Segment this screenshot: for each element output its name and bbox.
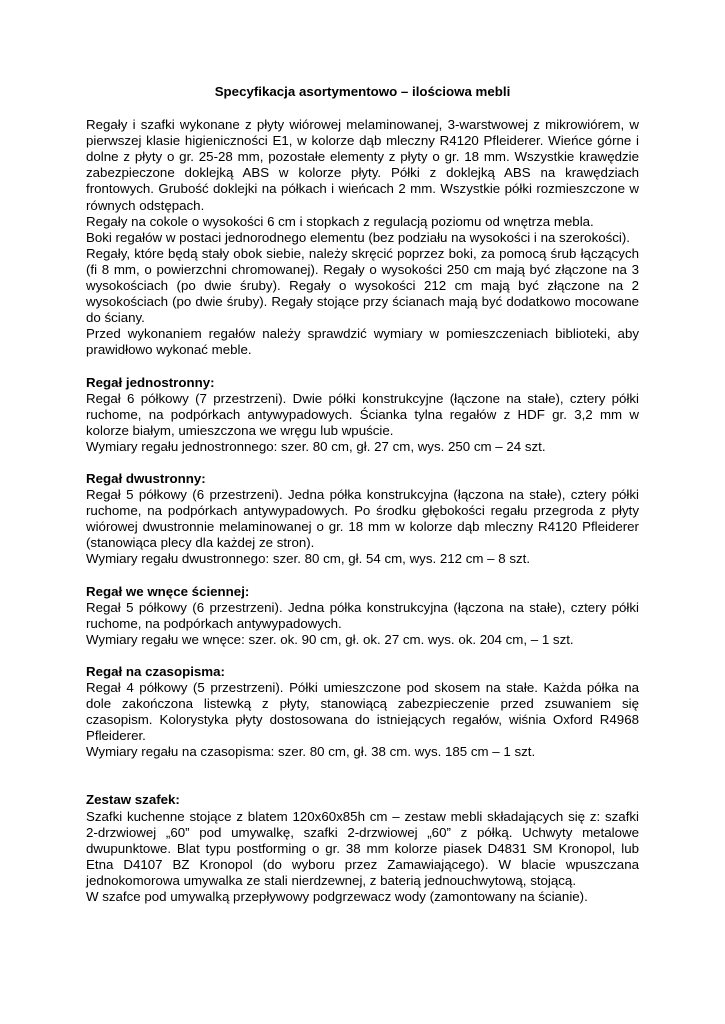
- intro-paragraph: Przed wykonaniem regałów należy sprawdzić wymiary w pomieszczeniach biblioteki, aby prawidłowo wykonać meble.: [86, 326, 639, 358]
- section-regal-dwustronny: [86, 471, 639, 568]
- section-heading: Zestaw szafek:: [86, 792, 180, 808]
- document-page: [86, 84, 639, 921]
- section-regal-jednostronny: [86, 375, 639, 455]
- section-dimensions: Wymiary regału dwustronnego: szer. 80 cm, gł. 54 cm, wys. 212 cm – 8 szt.: [86, 551, 531, 567]
- section-heading: Regał na czasopisma:: [86, 663, 225, 679]
- section-regal-wnece: [86, 584, 639, 648]
- section-text: Regał 5 półkowy (6 przestrzeni). Jedna półka konstrukcyjna (łączona na stałe), cztery półki ruchome, na podpórkach antywypadowych.: [86, 599, 639, 631]
- intro-paragraph: Regały na cokole o wysokości 6 cm i stopkach z regulacją poziomu od wnętrza mebla.: [86, 213, 594, 229]
- section-zestaw-szafek: [86, 792, 639, 905]
- intro-block: [86, 117, 639, 358]
- intro-paragraph: Regały i szafki wykonane z płyty wiórowej melaminowanej, 3-warstwowej z mikrowiórem, w pierwszej klasie higieniczności E1, w kolorze dąb mleczny R4120 Pfleiderer. Wieńce górne i dolne z płyty o gr. 25-28 mm, pozostałe elementy z płyty o gr. 18 mm. Wszystkie krawędzie zabezpieczone doklejką ABS w kolorze płyty. Półki z doklejką ABS na krawędziach frontowych. Grubość doklejki na półkach i wieńcach 2 mm. Wszystkie półki rozmieszczone w równych odstępach.: [86, 117, 639, 213]
- section-heading: Regał jednostronny:: [86, 374, 215, 390]
- section-dimensions: Wymiary regału we wnęce: szer. ok. 90 cm, gł. ok. 27 cm. wys. ok. 204 cm, – 1 szt.: [86, 631, 574, 647]
- section-text: Regał 6 półkowy (7 przestrzeni). Dwie półki konstrukcyjne (łączone na stałe), cztery półki ruchome, na podpórkach antywypadowych. Ścianka tylna regałów z HDF gr. 3,2 mm w kolorze białym, umieszczona we wręgu lub wpuście.: [86, 390, 639, 438]
- section-dimensions: W szafce pod umywalką przepływowy podgrzewacz wody (zamontowany na ścianie).: [86, 889, 588, 905]
- section-dimensions: Wymiary regału jednostronnego: szer. 80 cm, gł. 27 cm, wys. 250 cm – 24 szt.: [86, 438, 546, 454]
- section-dimensions: Wymiary regału na czasopisma: szer. 80 cm, gł. 38 cm. wys. 185 cm – 1 szt.: [86, 744, 536, 760]
- section-heading: Regał dwustronny:: [86, 470, 206, 486]
- intro-paragraph: Boki regałów w postaci jednorodnego elementu (bez podziału na wysokości i na szerokości).: [86, 229, 630, 245]
- section-text: Regał 5 półkowy (6 przestrzeni). Jedna półka konstrukcyjna (łączona na stałe), cztery półki ruchome, na podpórkach antywypadowych. Po środku głębokości regału przegroda z płyty wiórowej dwustronnie melaminowanej o gr. 18 mm w kolorze dąb mleczny R4120 Pfleiderer (stanowiąca plecy dla każdej ze stron).: [86, 487, 639, 551]
- section-text: Regał 4 półkowy (5 przestrzeni). Półki umieszczone pod skosem na stałe. Każda półka na dole zakończona listewką z płyty, stanowiącą zabezpieczenie przed zsuwaniem się czasopism. Kolorystyka płyty dostosowana do istniejących regałów, wiśnia Oxford R4968 Pfleiderer.: [86, 680, 639, 744]
- intro-paragraph: Regały, które będą stały obok siebie, należy skręcić poprzez boki, za pomocą śrub łączących (fi 8 mm, o powierzchni chromowanej). Regały o wysokości 250 cm mają być złączone na 3 wysokościach (po dwie śruby). Regały o wysokości 212 cm mają być złączone na 2 wysokościach (po dwie śruby). Regały stojące przy ścianach mają być dodatkowo mocowane do ściany.: [86, 245, 639, 326]
- section-regal-czasopisma: [86, 664, 639, 761]
- section-heading: Regał we wnęce ściennej:: [86, 583, 250, 599]
- document-title: Specyfikacja asortymentowo – ilościowa mebli: [214, 84, 511, 99]
- section-text: Szafki kuchenne stojące z blatem 120x60x85h cm – zestaw mebli składających się z: szafki 2-drzwiowej „60” pod umywalkę, szafki 2-drzwiowej „60” z półką. Uchwyty metalowe dwupunktowe. Blat typu postforming o gr. 38 mm kolorze piasek D4831 SM Kronopol, lub Etna D4107 BZ Kronopol (do wyboru przez Zamawiającego). W blacie wpuszczana jednokomorowa umywalka ze stali nierdzewnej, z baterią jednouchwytową, stojącą.: [86, 808, 639, 888]
